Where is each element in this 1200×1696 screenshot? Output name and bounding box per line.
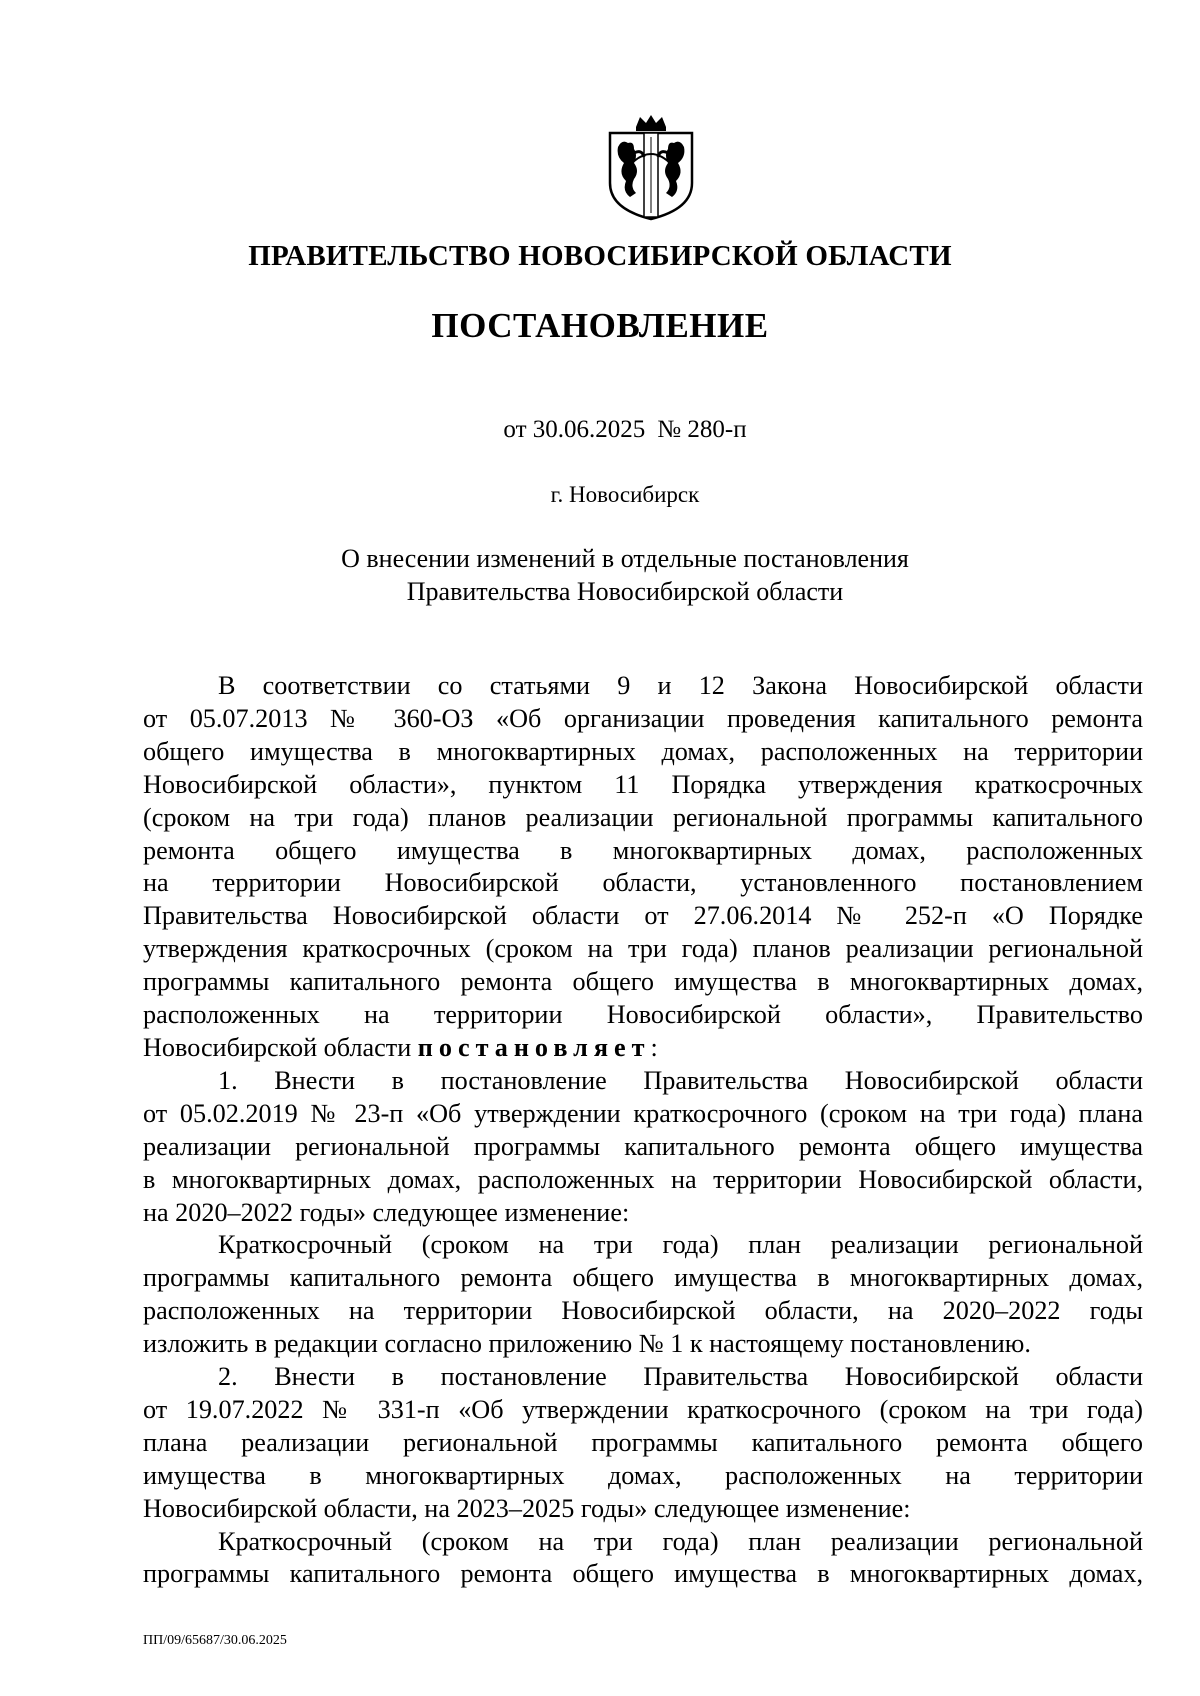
body-line: общего имущества в многоквартирных домах, расположенных на территории [143,736,1143,766]
body-text: Новосибирской области [143,1032,412,1062]
subject-line: Правительства Новосибирской области [406,577,844,606]
body-line: от 05.02.2019 № 23-п «Об утверждении краткосрочного (сроком на три года) плана [143,1098,1143,1128]
body-line: в многоквартирных домах, расположенных на территории Новосибирской области, [143,1164,1143,1194]
date-number-line [0,416,1200,444]
body-line: на 2020–2022 годы» следующее изменение: [143,1197,630,1227]
body-line: на территории Новосибирской области, установленного постановлением [143,868,1143,898]
body-line: 2. Внести в постановление Правительства Новосибирской области [218,1362,1143,1392]
body-line [143,1032,1143,1065]
body-line: программы капитального ремонта общего имущества в многоквартирных домах, [143,967,1143,997]
resolves-keyword: постановляет [417,1032,651,1062]
body-line: ремонта общего имущества в многоквартирных домах, расположенных [143,835,1143,865]
body-line: Краткосрочный (сроком на три года) план реализации региональной [218,1230,1143,1260]
city-label: г. Новосибирск [550,482,700,507]
body-line: Новосибирской области, на 2023–2025 годы» следующее изменение: [143,1493,911,1523]
body-line: Краткосрочный (сроком на три года) план реализации региональной [218,1526,1143,1556]
body-line: плана реализации региональной программы капитального ремонта общего [143,1427,1143,1457]
document-subject [0,542,1200,608]
body-line: программы капитального ремонта общего имущества в многоквартирных домах, [143,1559,1143,1589]
body-line: расположенных на территории Новосибирской области, на 2020–2022 годы [143,1296,1143,1326]
body-line: программы капитального ремонта общего имущества в многоквартирных домах, [143,1263,1143,1293]
document-type-title: ПОСТАНОВЛЕНИЕ [431,306,769,345]
body-line: (сроком на три года) планов реализации региональной программы капитального [143,802,1143,832]
body-line: Новосибирской области», пунктом 11 Порядка утверждения краткосрочных [143,769,1143,799]
coat-of-arms-icon [604,113,698,221]
body-line: Правительства Новосибирской области от 27.06.2014 № 252-п «О Порядке [143,901,1143,931]
body-line: реализации региональной программы капитального ремонта общего имущества [143,1131,1143,1161]
document-code: ПП/09/65687/30.06.2025 [143,1633,287,1648]
document-body [143,670,1143,1591]
body-line: от 19.07.2022 № 331-п «Об утверждении краткосрочного (сроком на три года) [143,1394,1143,1424]
body-line: В соответствии со статьями 9 и 12 Закона Новосибирской области [218,671,1143,700]
body-line: 1. Внести в постановление Правительства Новосибирской области [218,1065,1143,1095]
organization-title: ПРАВИТЕЛЬСТВО НОВОСИБИРСКОЙ ОБЛАСТИ [248,240,952,272]
body-line: утверждения краткосрочных (сроком на три года) планов реализации региональной [143,934,1143,964]
subject-line: О внесении изменений в отдельные постановления [341,544,909,573]
body-line: изложить в редакции согласно приложению № 1 к настоящему постановлению. [143,1329,1031,1359]
document-date: от 30.06.2025 [503,416,646,443]
body-line: расположенных на территории Новосибирской области», Правительство [143,1000,1143,1030]
document-number: № 280-п [657,416,747,443]
body-text: : [650,1032,658,1062]
body-line: от 05.07.2013 № 360-ОЗ «Об организации проведения капитального ремонта [143,703,1143,733]
body-line: имущества в многоквартирных домах, расположенных на территории [143,1460,1143,1490]
